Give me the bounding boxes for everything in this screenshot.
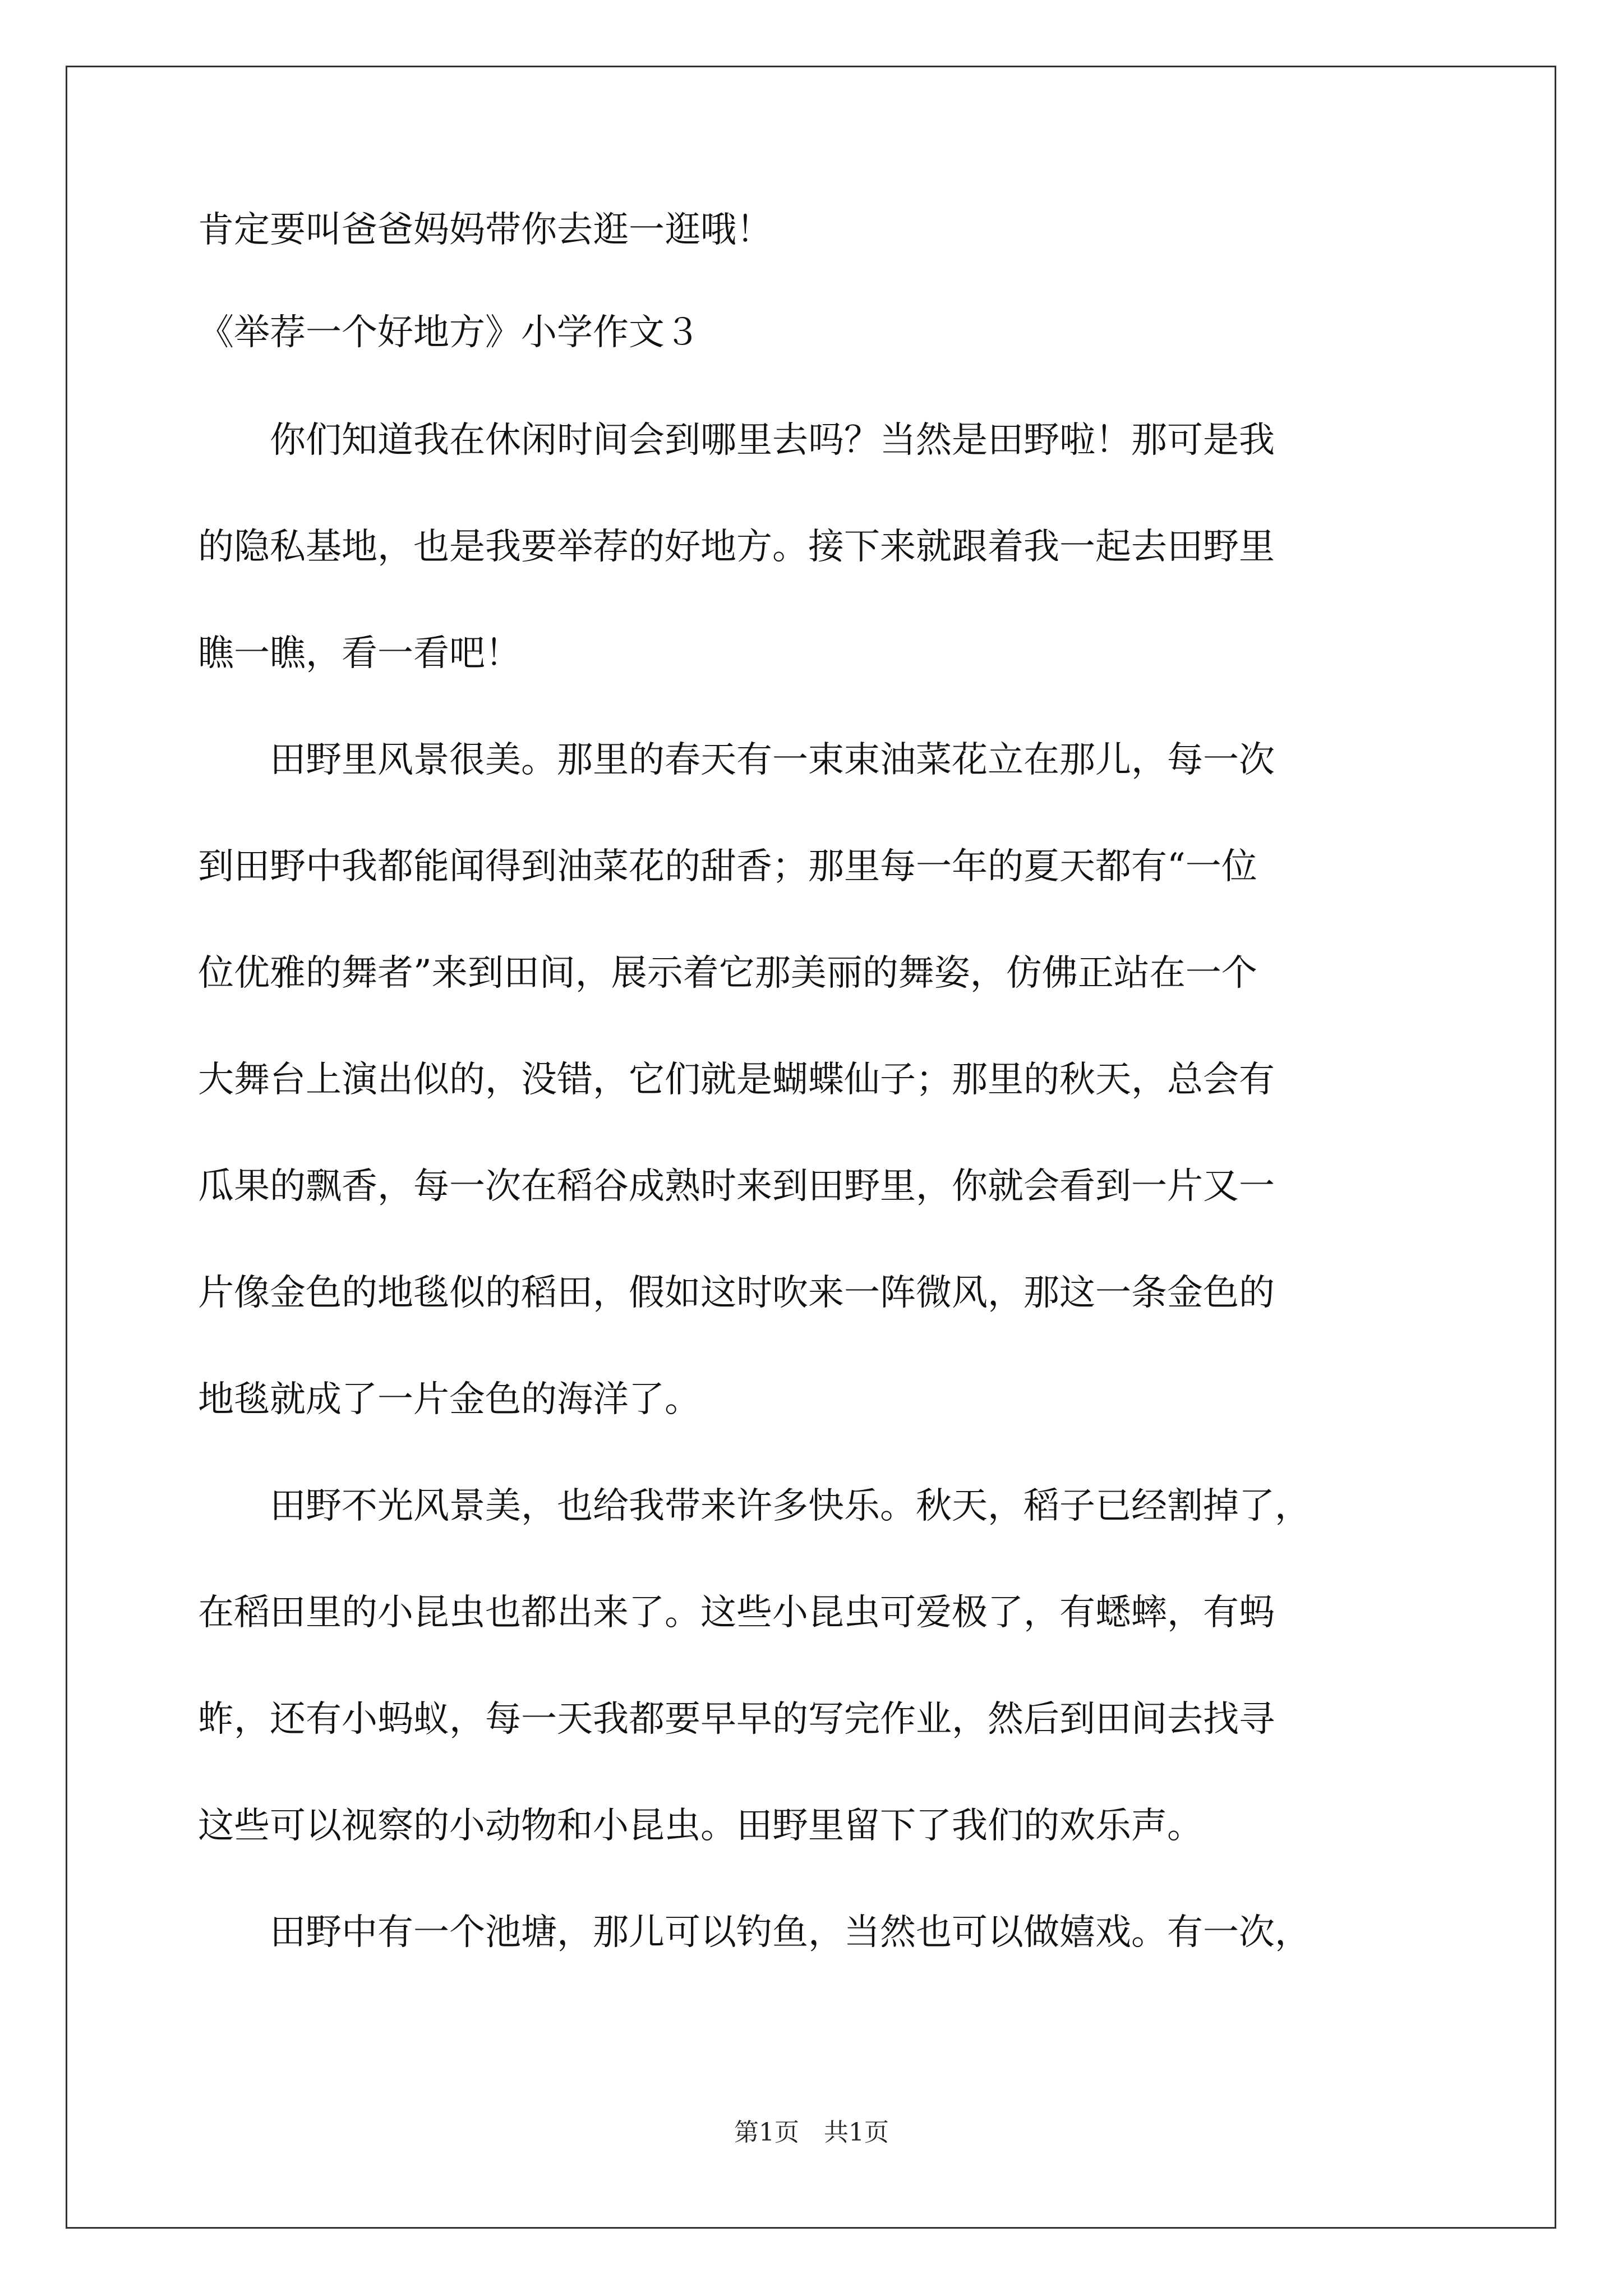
text-line: 位优雅的舞者”来到田间，展示着它那美丽的舞姿，仿佛正站在一个 (198, 953, 1257, 994)
text-line: 在稻田里的小昆虫也都出来了。这些小昆虫可爱极了，有蟋蟀，有蚂 (198, 1592, 1275, 1634)
text-line: 肯定要叫爸爸妈妈带你去逛一逛哦！ (198, 209, 772, 251)
text-line: 你们知道我在休闲时间会到哪里去吗？当然是田野啦！那可是我 (198, 420, 1275, 461)
page-border (66, 66, 1556, 2229)
text-line: 到田野中我都能闻得到油菜花的甜香；那里每一年的夏天都有“一位 (198, 846, 1257, 887)
text-line: 田野里风景很美。那里的春天有一束束油菜花立在那儿，每一次 (198, 739, 1275, 781)
text-line: 田野中有一个池塘，那儿可以钓鱼，当然也可以做嬉戏。有一次， (198, 1912, 1311, 1953)
text-line: 的隐私基地，也是我要举荐的好地方。接下来就跟着我一起去田野里 (198, 526, 1275, 568)
text-line: 这些可以视察的小动物和小昆虫。田野里留下了我们的欢乐声。 (198, 1805, 1203, 1847)
page-footer: 第1页 共1页 (734, 2118, 889, 2147)
text-line: 瓜果的飘香，每一次在稻谷成熟时来到田野里，你就会看到一片又一 (198, 1166, 1275, 1207)
text-line: 蚱，还有小蚂蚁，每一天我都要早早的写完作业，然后到田间去找寻 (198, 1699, 1275, 1740)
text-line: 地毯就成了一片金色的海洋了。 (198, 1379, 700, 1420)
text-line: 瞧一瞧，看一看吧！ (198, 633, 521, 674)
article-title: 《举荐一个好地方》小学作文３ (198, 312, 700, 353)
text-line: 片像金色的地毯似的稻田，假如这时吹来一阵微风，那这一条金色的 (198, 1272, 1275, 1314)
text-line: 田野不光风景美，也给我带来许多快乐。秋天，稻子已经割掉了， (198, 1485, 1311, 1527)
text-line: 大舞台上演出似的，没错，它们就是蝴蝶仙子；那里的秋天，总会有 (198, 1059, 1275, 1101)
